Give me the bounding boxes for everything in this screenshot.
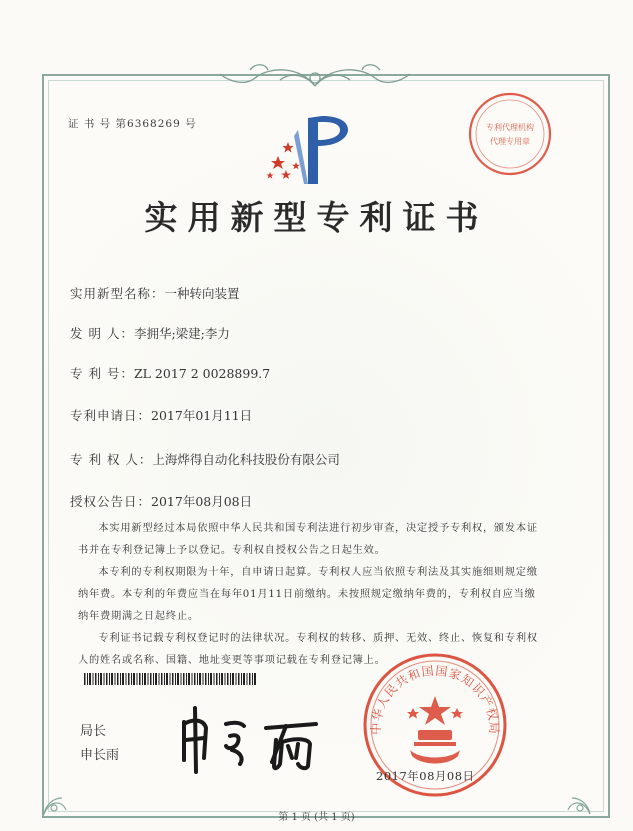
certificate-body (78, 518, 546, 672)
body-paragraph-2: 本专利的专利权期限为十年，自申请日起算。专利权人应当依照专利法及其实施细则规定缴纳年费。本专利的年费应当在每年01月11日前缴纳。未按照规定缴纳年费的，专利权自应当缴纳年费期满之日起终止。 (78, 567, 538, 622)
svg-text:专利代理机构: 专利代理机构 (486, 123, 534, 132)
patent-number-label: 专 利 号： (70, 366, 134, 381)
grant-date-value: 2017年08月08日 (151, 494, 253, 509)
director-signature-icon (170, 700, 340, 780)
inventor-row (70, 324, 230, 342)
inventor-value: 李拥华;梁建;李力 (133, 326, 230, 341)
certificate-number: 证 书 号 第6368269 号 (68, 118, 197, 130)
director-title: 局长 (80, 724, 107, 739)
patentee-value: 上海烨得自动化科技股份有限公司 (152, 452, 340, 467)
filing-date-row (70, 406, 252, 424)
body-paragraph-1: 本实用新型经过本局依照中华人民共和国专利法进行初步审查，决定授予专利权，颁发本证书并在专利登记簿上予以登记。专利权自授权公告之日起生效。 (78, 523, 538, 556)
inventor-label: 发 明 人： (70, 326, 134, 341)
certificate-title: 实用新型专利证书 (144, 198, 489, 237)
svg-text:代理专用章: 代理专用章 (490, 137, 530, 146)
utility-model-name-label: 实用新型名称： (70, 286, 165, 301)
patentee-label: 专 利 权 人： (70, 452, 153, 467)
patent-office-logo-icon (262, 112, 362, 190)
patent-number-value: ZL 2017 2 0028899.7 (133, 366, 271, 381)
filing-date-value: 2017年01月11日 (151, 408, 253, 423)
page-number: 第 1 页 (共 1 页) (278, 812, 355, 823)
patentee-row (70, 450, 340, 468)
utility-model-name-row (70, 284, 240, 302)
utility-model-name-value: 一种转向装置 (164, 286, 240, 301)
director-name: 申长雨 (80, 748, 120, 763)
filing-date-label: 专利申请日： (70, 408, 152, 423)
grant-date-label: 授权公告日： (70, 494, 152, 509)
patent-number-row (70, 364, 270, 382)
agency-seal-icon (466, 90, 554, 178)
body-paragraph-3: 专利证书记载专利权登记时的法律状况。专利权的转移、质押、无效、终止、恢复和专利权人的姓名或名称、国籍、地址变更等事项记载在专利登记簿上。 (78, 633, 538, 666)
issue-date: 2017年08月08日 (376, 769, 475, 783)
grant-date-row (70, 492, 252, 510)
ornament-top (210, 56, 420, 96)
barcode-icon (84, 673, 256, 685)
svg-text:中华人民共和国国家知识产权局: 中华人民共和国国家知识产权局 (368, 663, 502, 736)
